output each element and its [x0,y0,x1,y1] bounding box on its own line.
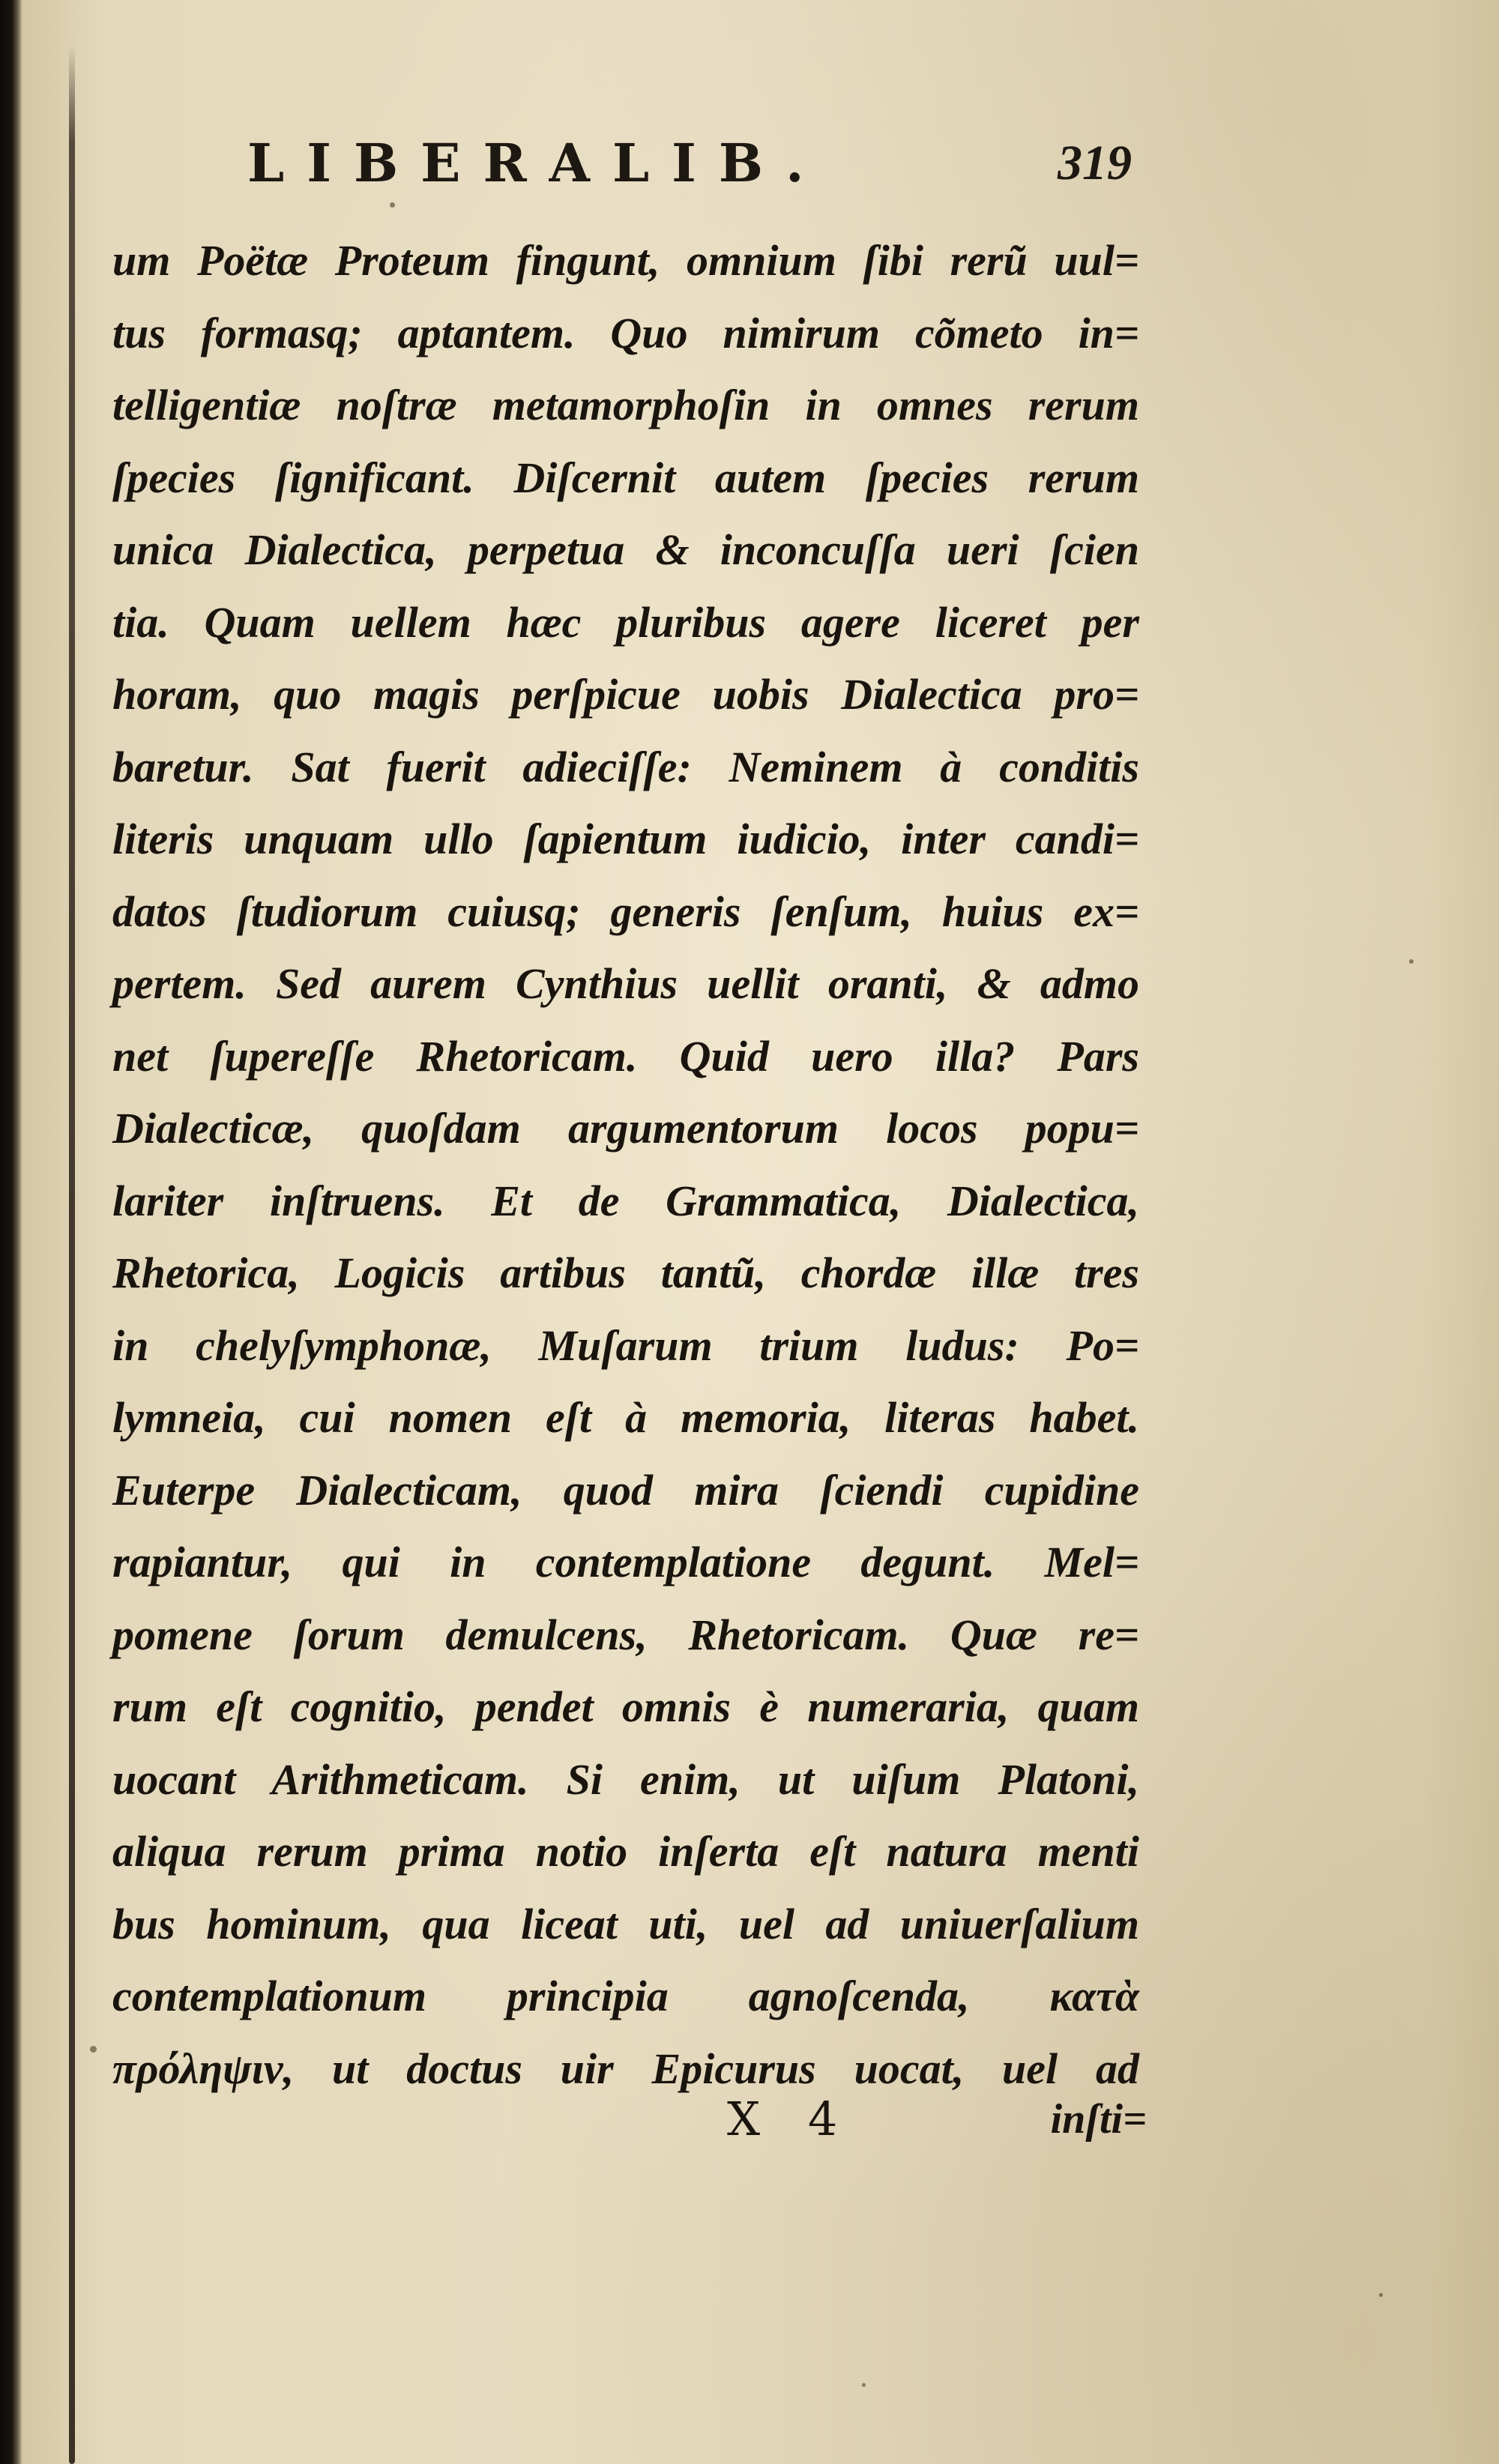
text-line: uocant Arithmeticam. Si enim, ut uiſum Platoni, [112,1754,1139,1804]
text-line: Euterpe Dialecticam, quod mira ſciendi cupidine [112,1465,1139,1515]
text-line: pomene ſorum demulcens, Rhetoricam. Quæ re= [112,1610,1139,1659]
text-line: literis unquam ullo ſapientum iudicio, inter candi= [112,815,1139,863]
text-line: tus formasq; aptantem. Quo nimirum cõmeto in= [112,308,1139,357]
text-line: datos ſtudiorum cuiusq; generis ſenſum, huius ex= [112,887,1139,936]
text-line: baretur. Sat fuerit adieciſſe: Neminem à conditis [112,742,1139,791]
text-line: πρόληψιν, ut doctus uir Epicurus uocat, uel ad [112,2044,1139,2093]
paper-speck [1379,2293,1383,2297]
paper-speck [390,202,395,208]
text-line: net ſupereſſe Rhetoricam. Quid uero illa? Pars [112,1031,1139,1081]
text-line: contemplationum principia agnoſcenda, κατὰ [112,1972,1139,2020]
text-line: rum eſt cognitio, pendet omnis è numeraria, quam [112,1682,1139,1731]
paper-speck [90,2046,97,2053]
page-footer [727,2082,1147,2157]
text-line: horam, quo magis perſpicue uobis Dialectica pro= [112,670,1139,719]
running-title: LIBERALIB. [247,132,827,194]
text-line: unica Dialectica, perpetua & inconcuſſa ueri ſcien [112,525,1139,574]
body-text [112,225,1139,2105]
text-line: tia. Quam uellem hæc pluribus agere liceret per [112,597,1139,647]
text-line: lymneia, cui nomen eſt à memoria, literas habet. [112,1393,1139,1442]
signature-mark: X 4 [727,2092,854,2146]
text-line: Rhetorica, Logicis artibus tantũ, chordæ illæ tres [112,1248,1139,1297]
text-line: pertem. Sed aurem Cynthius uellit oranti, & admo [112,959,1139,1008]
page-header [247,126,1132,201]
text-line: lariter inſtruens. Et de Grammatica, Dialectica, [112,1176,1139,1225]
binding-edge [69,45,75,2464]
text-line: bus hominum, qua liceat uti, uel ad uniuerſalium [112,1899,1139,1948]
paper-speck [862,2383,866,2387]
text-line: telligentiæ noſtræ metamorphoſin in omnes rerum [112,381,1139,429]
text-line: um Poëtæ Proteum fingunt, omnium ſibi rerũ uul= [112,236,1139,285]
text-line: aliqua rerum prima notio inſerta eſt natura menti [112,1827,1139,1876]
text-line: rapiantur, qui in contemplatione degunt. Mel= [112,1538,1139,1586]
gutter-shadow [0,0,22,2464]
text-line: ſpecies ſignificant. Diſcernit autem ſpecies rerum [112,453,1139,502]
text-line: in chelyſymphonæ, Muſarum trium ludus: Po= [112,1320,1139,1370]
page-number: 319 [1058,136,1132,190]
catchword: inſti= [1050,2096,1147,2143]
text-line: Dialecticæ, quoſdam argumentorum locos popu= [112,1104,1139,1153]
paper-speck [1409,959,1414,964]
